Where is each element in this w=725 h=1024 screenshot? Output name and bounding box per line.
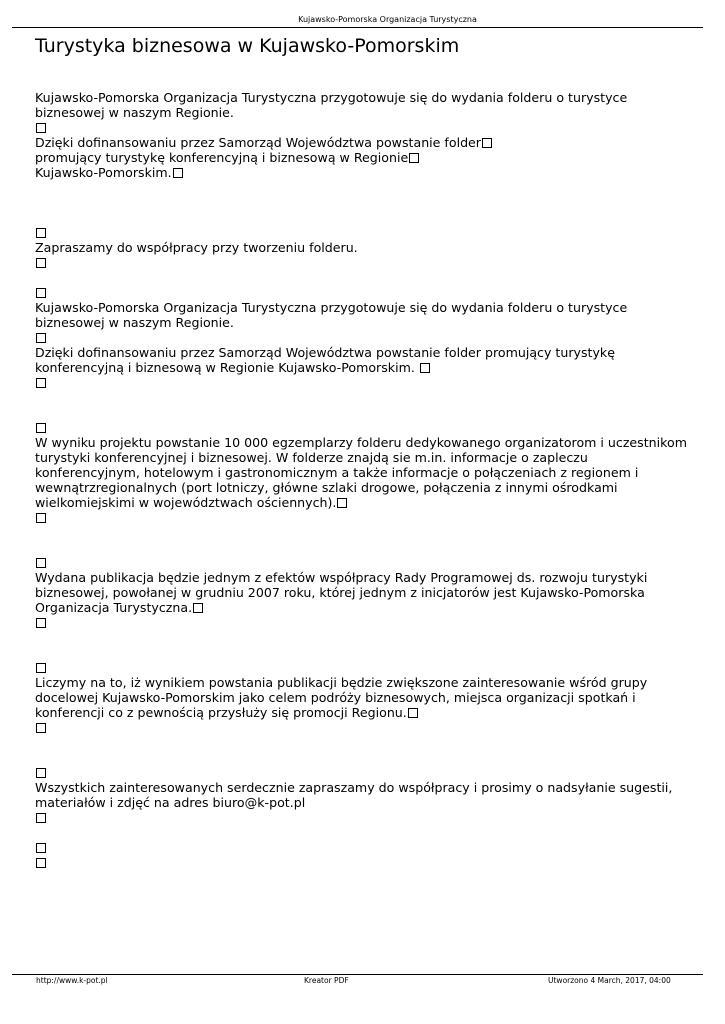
missing-glyph-box [36,858,46,868]
paragraph-line: Dzięki dofinansowaniu przez Samorząd Województwa powstanie folder [35,135,481,150]
missing-glyph-box [36,843,46,853]
paragraph-line: Liczymy na to, iż wynikiem powstania publikacji będzie zwiększone zainteresowanie wśród grupy [35,675,648,690]
missing-glyph-box [36,723,46,733]
footer-created-date: Utworzono 4 March, 2017, 04:00 [548,976,671,985]
missing-glyph-box [36,513,46,523]
missing-glyph-box [193,603,203,613]
footer-url-link[interactable]: http://www.k-pot.pl [36,976,108,985]
missing-glyph-box [36,768,46,778]
paragraph-line: biznesowej w naszym Regionie. [35,105,234,120]
paragraph-line: turystyki konferencyjnej i biznesowej. W folderze znajdą sie m.in. informacje o zapleczu [35,450,588,465]
header-divider [12,27,703,28]
paragraph-line: Wydana publikacja będzie jednym z efektów współpracy Rady Programowej ds. rozwoju turystyki [35,570,648,585]
paragraph-line: wielkomiejskimi w województwach ościennych). [35,495,337,510]
missing-glyph-box [36,618,46,628]
missing-glyph-box [409,153,419,163]
missing-glyph-box [36,423,46,433]
missing-glyph-box [420,363,430,373]
paragraph-line: konferencji co z pewnością przysłuży się promocji Regionu. [35,705,407,720]
missing-glyph-box [36,558,46,568]
footer-generator: Kreator PDF [304,976,349,985]
missing-glyph-box [36,123,46,133]
missing-glyph-box [36,333,46,343]
paragraph-line: promujący turystykę konferencyjną i biznesową w Regionie [35,150,409,165]
paragraph-line: Kujawsko-Pomorska Organizacja Turystyczna przygotowuje się do wydania folderu o turystyce [35,90,628,105]
missing-glyph-box [36,228,46,238]
paragraph-line: Zapraszamy do współpracy przy tworzeniu folderu. [35,240,358,255]
missing-glyph-box [173,168,183,178]
paragraph-line: biznesowej w naszym Regionie. [35,315,234,330]
missing-glyph-box [337,498,347,508]
paragraph-line: Kujawsko-Pomorska Organizacja Turystyczna przygotowuje się do wydania folderu o turystyce [35,300,628,315]
paragraph-line: Kujawsko-Pomorskim. [35,165,172,180]
footer-divider [12,974,703,975]
missing-glyph-box [36,378,46,388]
paragraph-line: konferencyjnym, hotelowym i gastronomicznym a także informacje o połączeniach z regionem i [35,465,639,480]
paragraph-line: Dzięki dofinansowaniu przez Samorząd Województwa powstanie folder promujący turystykę [35,345,615,360]
paragraph-line: W wyniku projektu powstanie 10 000 egzemplarzy folderu dedykowanego organizatorom i uczestnikom [35,435,687,450]
missing-glyph-box [36,813,46,823]
missing-glyph-box [36,258,46,268]
paragraph-line: konferencyjną i biznesową w Regionie Kujawsko-Pomorskim. [35,360,419,375]
paragraph-line: docelowej Kujawsko-Pomorskim jako celem podróży biznesowych, miejsca organizacji spotkań i [35,690,636,705]
paragraph-line: biznesowej, powołanej w grudniu 2007 roku, której jednym z inicjatorów jest Kujawsko-Pomorska [35,585,645,600]
page-title: Turystyka biznesowa w Kujawsko-Pomorskim [35,35,460,57]
missing-glyph-box [36,288,46,298]
missing-glyph-box [36,663,46,673]
running-header: Kujawsko-Pomorska Organizacja Turystyczna [298,15,477,24]
paragraph-line: wewnątrzregionalnych (port lotniczy, główne szlaki drogowe, połączenia z innymi ośrodkami [35,480,618,495]
missing-glyph-box [408,708,418,718]
paragraph-line: Organizacja Turystyczna. [35,600,193,615]
paragraph-line: Wszystkich zainteresowanych serdecznie zapraszamy do współpracy i prosimy o nadsyłanie sugestii, [35,780,673,795]
missing-glyph-box [482,138,492,148]
document-body [35,90,695,870]
paragraph-line: materiałów i zdjęć na adres biuro@k-pot.pl [35,795,306,810]
